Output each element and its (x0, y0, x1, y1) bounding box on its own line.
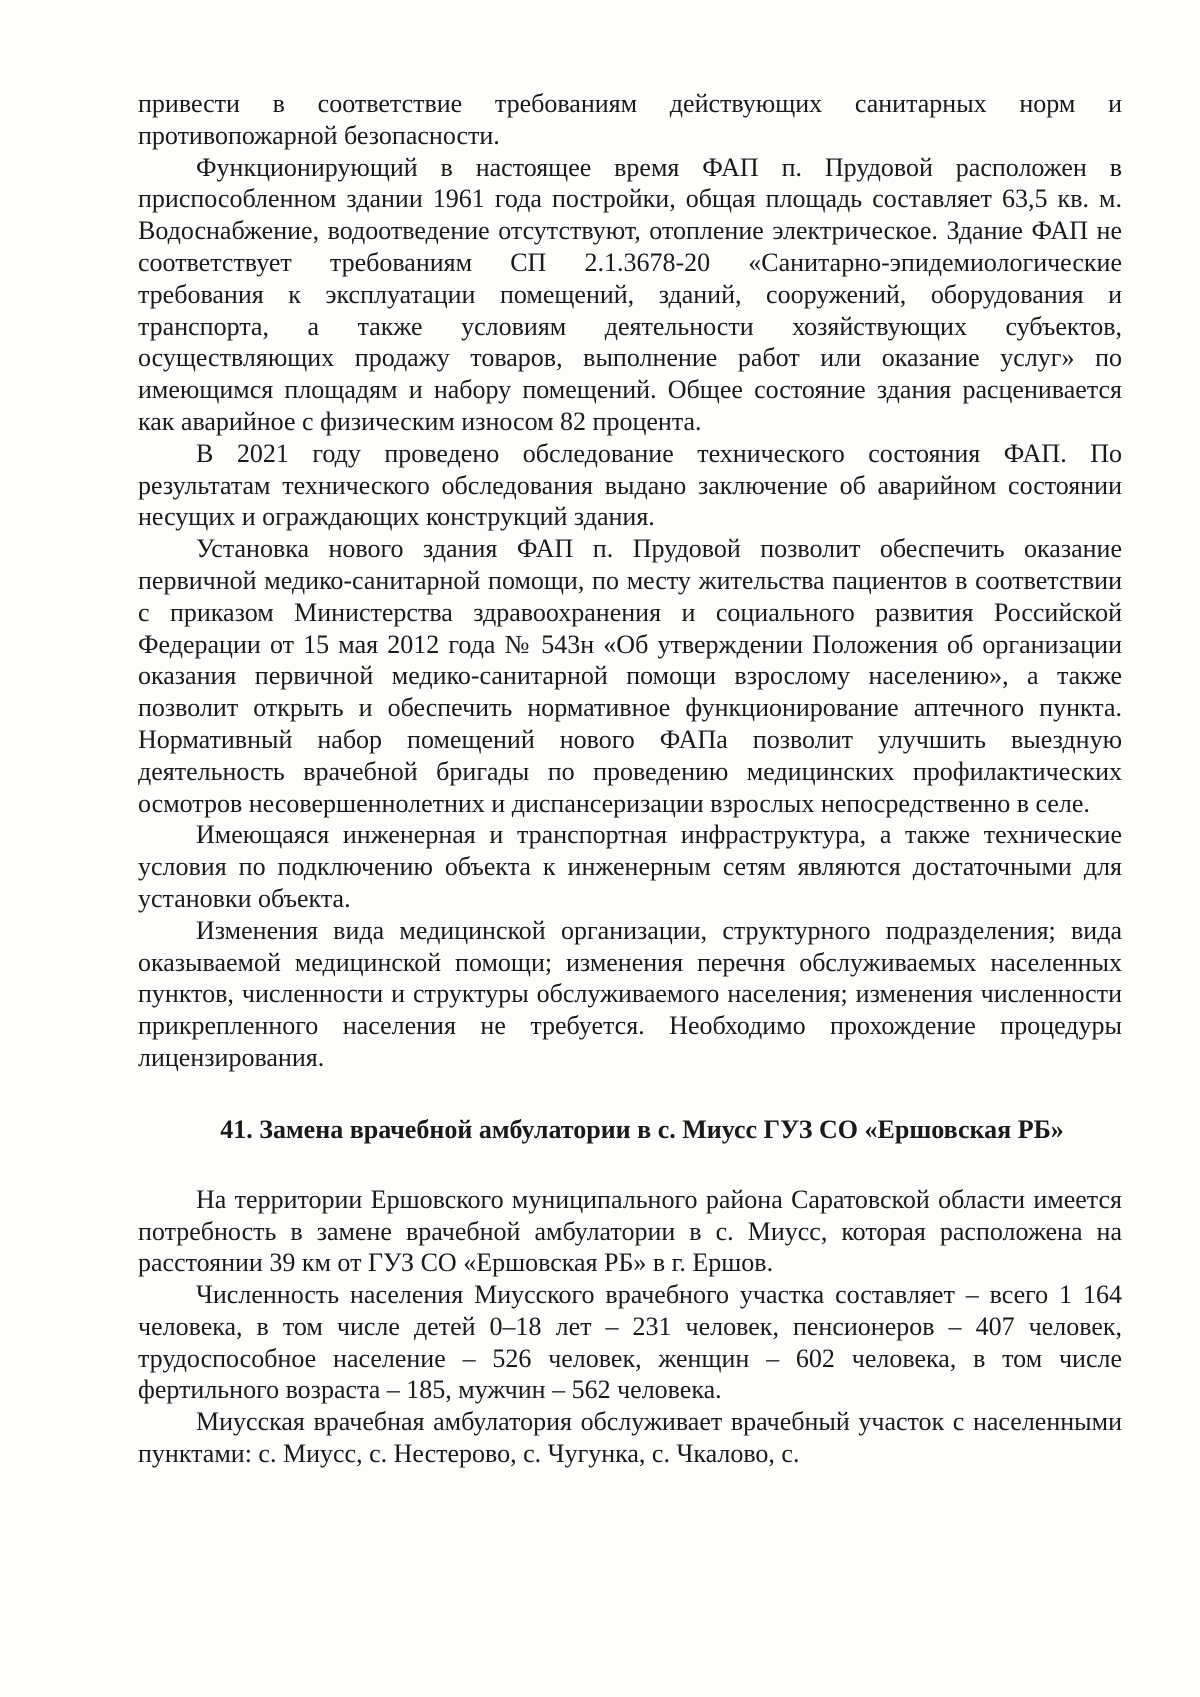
paragraph-continuation: привести в соответствие требованиям действующих санитарных норм и противопожарной безопасности. (138, 89, 1122, 150)
paragraph-need: На территории Ершовского муниципального района Саратовской области имеется потребность в замене врачебной амбулатории в с. Миусс, которая расположена на расстоянии 39 км от ГУЗ СО «Ершовская РБ» в г. Ершов. (138, 1184, 1122, 1278)
paragraph-population: Численность населения Миусского врачебного участка составляет – всего 1 164 человека, в том числе детей 0–18 лет – 231 человек, пенсионеров – 407 человек, трудоспособное население – 526 человек, женщин – 602 человека, в том числе фертильного возраста – 185, мужчин – 562 человека. (138, 1280, 1122, 1405)
paragraph-changes: Изменения вида медицинской организации, структурного подразделения; вида оказываемой медицинской помощи; изменения перечня обслуживаемых населенных пунктов, численности и структуры обслуживаемого населения; изменения численности прикрепленного населения не требуется. Необходимо прохождение процедуры лицензирования. (138, 915, 1122, 1072)
paragraph-infrastructure: Имеющаяся инженерная и транспортная инфраструктура, а также технические условия по подключению объекта к инженерным сетям являются достаточными для установки объекта. (138, 820, 1122, 913)
section-title: 41. Замена врачебной амбулатории в с. Миусс ГУЗ СО «Ершовская РБ» (220, 1114, 1064, 1144)
paragraph-fap-building: Функционирующий в настоящее время ФАП п. Прудовой расположен в приспособленном здании 1961 года постройки, общая площадь составляет 63,5 кв. м. Водоснабжение, водоотведение отсутствуют, отопление электрическое. Здание ФАП не соответствует требованиям СП 2.1.3678-20 «Санитарно-эпидемиологические требования к эксплуатации помещений, зданий, сооружений, оборудования и транспорта, а также условиям деятельности хозяйствующих субъектов, осуществляющих продажу товаров, выполнение работ или оказание услуг» по имеющимся площадям и набору помещений. Общее состояние здания расценивается как аварийное с физическим износом 82 процента. (138, 152, 1122, 436)
paragraph-settlements: Миусская врачебная амбулатория обслуживает врачебный участок с населенными пунктами: с. Миусс, с. Нестерово, с. Чугунка, с. Чкалово, с. (138, 1407, 1122, 1469)
paragraph-new-building: Установка нового здания ФАП п. Прудовой позволит обеспечить оказание первичной медико-санитарной помощи, по месту жительства пациентов в соответствии с приказом Министерства здравоохранения и социального развития Российской Федерации от 15 мая 2012 года № 543н «Об утверждении Положения об организации оказания первичной медико-санитарной помощи взрослому населению», а также позволит открыть и обеспечить нормативное функционирование аптечного пункта. Нормативный набор помещений нового ФАПа позволит улучшить выездную деятельность врачебной бригады по проведению медицинских профилактических осмотров несовершеннолетних и диспансеризации взрослых непосредственно в селе. (138, 534, 1122, 818)
document-body (138, 88, 1122, 1470)
paragraph-survey-2021: В 2021 году проведено обследование технического состояния ФАП. По результатам технического обследования выдано заключение об аварийном состоянии несущих и ограждающих конструкций здания. (138, 438, 1122, 532)
